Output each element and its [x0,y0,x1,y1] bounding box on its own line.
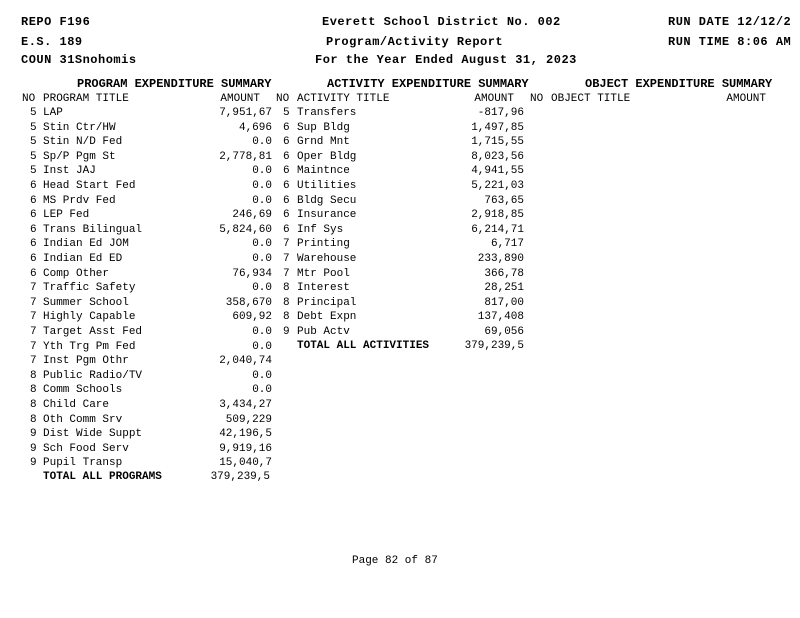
activity-row-no: 6 [283,150,290,163]
activity-row-amount: 6,717 [490,238,524,251]
activity-row-title: Interest [297,282,350,295]
activity-row-title: Printing [297,238,350,251]
program-row-amount: 358,670 [225,296,272,309]
program-total-amount: 379,239,5 [210,471,270,483]
program-row-amount: 2,778,81 [219,150,272,163]
program-row-no: 6 [30,253,37,265]
activity-row-amount: 2,918,85 [471,209,524,222]
program-row-amount: 0.0 [252,282,272,295]
program-row-amount: 0.0 [252,194,272,207]
activity-row-title: Maintnce [297,165,350,178]
activity-row-amount: 69,056 [484,326,524,338]
activity-row-no: 8 [283,296,290,309]
program-row-title: Comm Schools [43,384,123,397]
program-total-label: TOTAL ALL PROGRAMS [43,471,162,483]
program-row-amount: 15,040,7 [219,457,272,470]
program-row-amount: 246,69 [232,209,272,222]
program-row-amount: 4,696 [238,121,272,134]
program-row-amount: 2,040,74 [219,355,272,368]
activity-row-title: Insurance [297,209,357,222]
program-row-title: Highly Capable [43,311,136,324]
program-row-title: Inst JAJ [43,165,96,178]
program-row-no: 9 [30,442,37,455]
program-row-title: MS Prdv Fed [43,194,116,207]
activity-row-no: 7 [283,253,290,265]
program-row-no: 7 [30,326,37,338]
run-time: RUN TIME 8:06 AM [668,35,792,49]
program-row-amount: 0.0 [252,238,272,251]
activity-row-no: 6 [283,136,290,149]
activity-row-title: Warehouse [297,253,357,265]
program-row-title: Inst Pgm Othr [43,355,129,368]
program-row-no: 8 [30,413,37,426]
activity-row-no: 7 [283,267,290,280]
program-row-amount: 509,229 [225,413,272,426]
program-row-no: 6 [30,209,37,222]
activity-row-title: Principal [297,296,357,309]
activity-row-amount: 233,890 [477,253,524,265]
program-row-amount: 0.0 [252,180,272,192]
activity-row-no: 7 [283,238,290,251]
program-row-title: Traffic Safety [43,282,136,295]
program-row-amount: 0.0 [252,253,272,265]
program-row-no: 5 [30,107,37,119]
activity-row-amount: 763,65 [484,194,524,207]
report-id: REPO F196 [21,15,91,29]
activity-row-no: 6 [283,180,290,192]
activity-row-no: 6 [283,209,290,222]
program-row-amount: 0.0 [252,326,272,338]
activity-row-title: Pub Actv [297,326,350,338]
program-row-no: 7 [30,340,37,353]
activity-col-no: NO [276,93,290,105]
program-row-amount: 9,919,16 [219,442,272,455]
program-row-amount: 76,934 [232,267,272,280]
activity-col-amount: AMOUNT [474,93,514,105]
program-row-no: 5 [30,165,37,178]
activity-row-amount: 366,78 [484,267,524,280]
activity-row-amount: 28,251 [484,282,524,295]
run-date: RUN DATE 12/12/2 [668,15,792,29]
activity-row-amount: 1,715,55 [471,136,524,149]
program-row-title: Yth Trg Pm Fed [43,340,136,353]
activity-row-title: Mtr Pool [297,267,350,280]
activity-row-no: 6 [283,194,290,207]
activity-row-amount: 1,497,85 [471,121,524,134]
program-row-title: Pupil Transp [43,457,123,470]
program-row-title: Target Asst Fed [43,326,143,338]
district-name: Everett School District No. 002 [322,15,561,29]
program-row-amount: 0.0 [252,165,272,178]
activity-row-amount: 817,00 [484,296,524,309]
activity-row-title: Grnd Mnt [297,136,350,149]
program-row-no: 5 [30,121,37,134]
object-col-title: OBJECT TITLE [551,93,631,105]
activity-row-amount: 8,023,56 [471,150,524,163]
activity-row-no: 6 [283,223,290,236]
program-row-no: 8 [30,384,37,397]
program-row-title: Trans Bilingual [43,223,143,236]
program-row-no: 8 [30,399,37,411]
county-name: COUN 31Snohomis [21,53,137,67]
program-col-title: PROGRAM TITLE [43,93,129,105]
program-row-amount: 7,951,67 [219,107,272,119]
activity-row-amount: 5,221,03 [471,180,524,192]
fiscal-year: For the Year Ended August 31, 2023 [315,53,577,67]
activity-row-no: 8 [283,282,290,295]
program-row-no: 6 [30,238,37,251]
program-row-title: Indian Ed JOM [43,238,129,251]
activity-row-amount: -817,96 [477,107,524,119]
program-row-no: 7 [30,296,37,309]
program-row-title: Dist Wide Suppt [43,428,143,441]
program-row-no: 6 [30,223,37,236]
object-col-no: NO [530,93,544,105]
activity-row-no: 6 [283,165,290,178]
program-summary-title: PROGRAM EXPENDITURE SUMMARY [77,77,272,91]
program-row-amount: 0.0 [252,369,272,382]
activity-row-no: 6 [283,121,290,134]
object-col-amount: AMOUNT [726,93,766,105]
program-row-amount: 0.0 [252,136,272,149]
program-row-no: 5 [30,150,37,163]
activity-total-label: TOTAL ALL ACTIVITIES [297,340,430,352]
program-row-title: Sch Food Serv [43,442,129,455]
program-row-no: 8 [30,369,37,382]
program-row-title: Child Care [43,399,110,411]
program-row-title: LEP Fed [43,209,90,222]
program-row-amount: 5,824,60 [219,223,272,236]
activity-col-title: ACTIVITY TITLE [297,93,390,105]
program-row-amount: 0.0 [252,384,272,397]
program-row-title: Indian Ed ED [43,253,123,265]
activity-total-amount: 379,239,5 [464,340,524,352]
program-row-no: 9 [30,428,37,441]
activity-row-amount: 6,214,71 [471,223,524,236]
program-row-no: 5 [30,136,37,149]
program-col-amount: AMOUNT [220,93,260,105]
program-row-title: Sp/P Pgm St [43,150,116,163]
program-row-amount: 42,196,5 [219,428,272,441]
program-row-no: 6 [30,180,37,192]
activity-row-title: Oper Bldg [297,150,357,163]
program-row-no: 6 [30,267,37,280]
activity-row-title: Debt Expn [297,311,357,324]
page-number: Page 82 of 87 [352,555,438,567]
program-row-title: Oth Comm Srv [43,413,123,426]
program-row-title: Summer School [43,296,129,309]
program-col-no: NO [22,93,36,105]
activity-row-title: Inf Sys [297,223,344,236]
district-code: E.S. 189 [21,35,83,49]
activity-row-title: Utilities [297,180,357,192]
activity-row-amount: 4,941,55 [471,165,524,178]
program-row-title: Stin Ctr/HW [43,121,116,134]
activity-row-no: 5 [283,107,290,119]
activity-row-no: 9 [283,326,290,338]
program-row-title: Stin N/D Fed [43,136,123,149]
program-row-amount: 609,92 [232,311,272,324]
activity-row-title: Transfers [297,107,357,119]
program-row-no: 7 [30,282,37,295]
program-row-no: 9 [30,457,37,470]
program-row-amount: 3,434,27 [219,399,272,411]
program-row-title: Public Radio/TV [43,369,143,382]
report-title: Program/Activity Report [326,35,504,49]
program-row-no: 7 [30,311,37,324]
program-row-title: Comp Other [43,267,110,280]
activity-row-amount: 137,408 [477,311,524,324]
activity-summary-title: ACTIVITY EXPENDITURE SUMMARY [327,77,529,91]
object-summary-title: OBJECT EXPENDITURE SUMMARY [585,77,773,91]
activity-row-title: Bldg Secu [297,194,357,207]
program-row-title: LAP [43,107,63,119]
activity-row-no: 8 [283,311,290,324]
program-row-title: Head Start Fed [43,180,136,192]
program-row-no: 6 [30,194,37,207]
program-row-amount: 0.0 [252,340,272,353]
activity-row-title: Sup Bldg [297,121,350,134]
program-row-no: 7 [30,355,37,368]
